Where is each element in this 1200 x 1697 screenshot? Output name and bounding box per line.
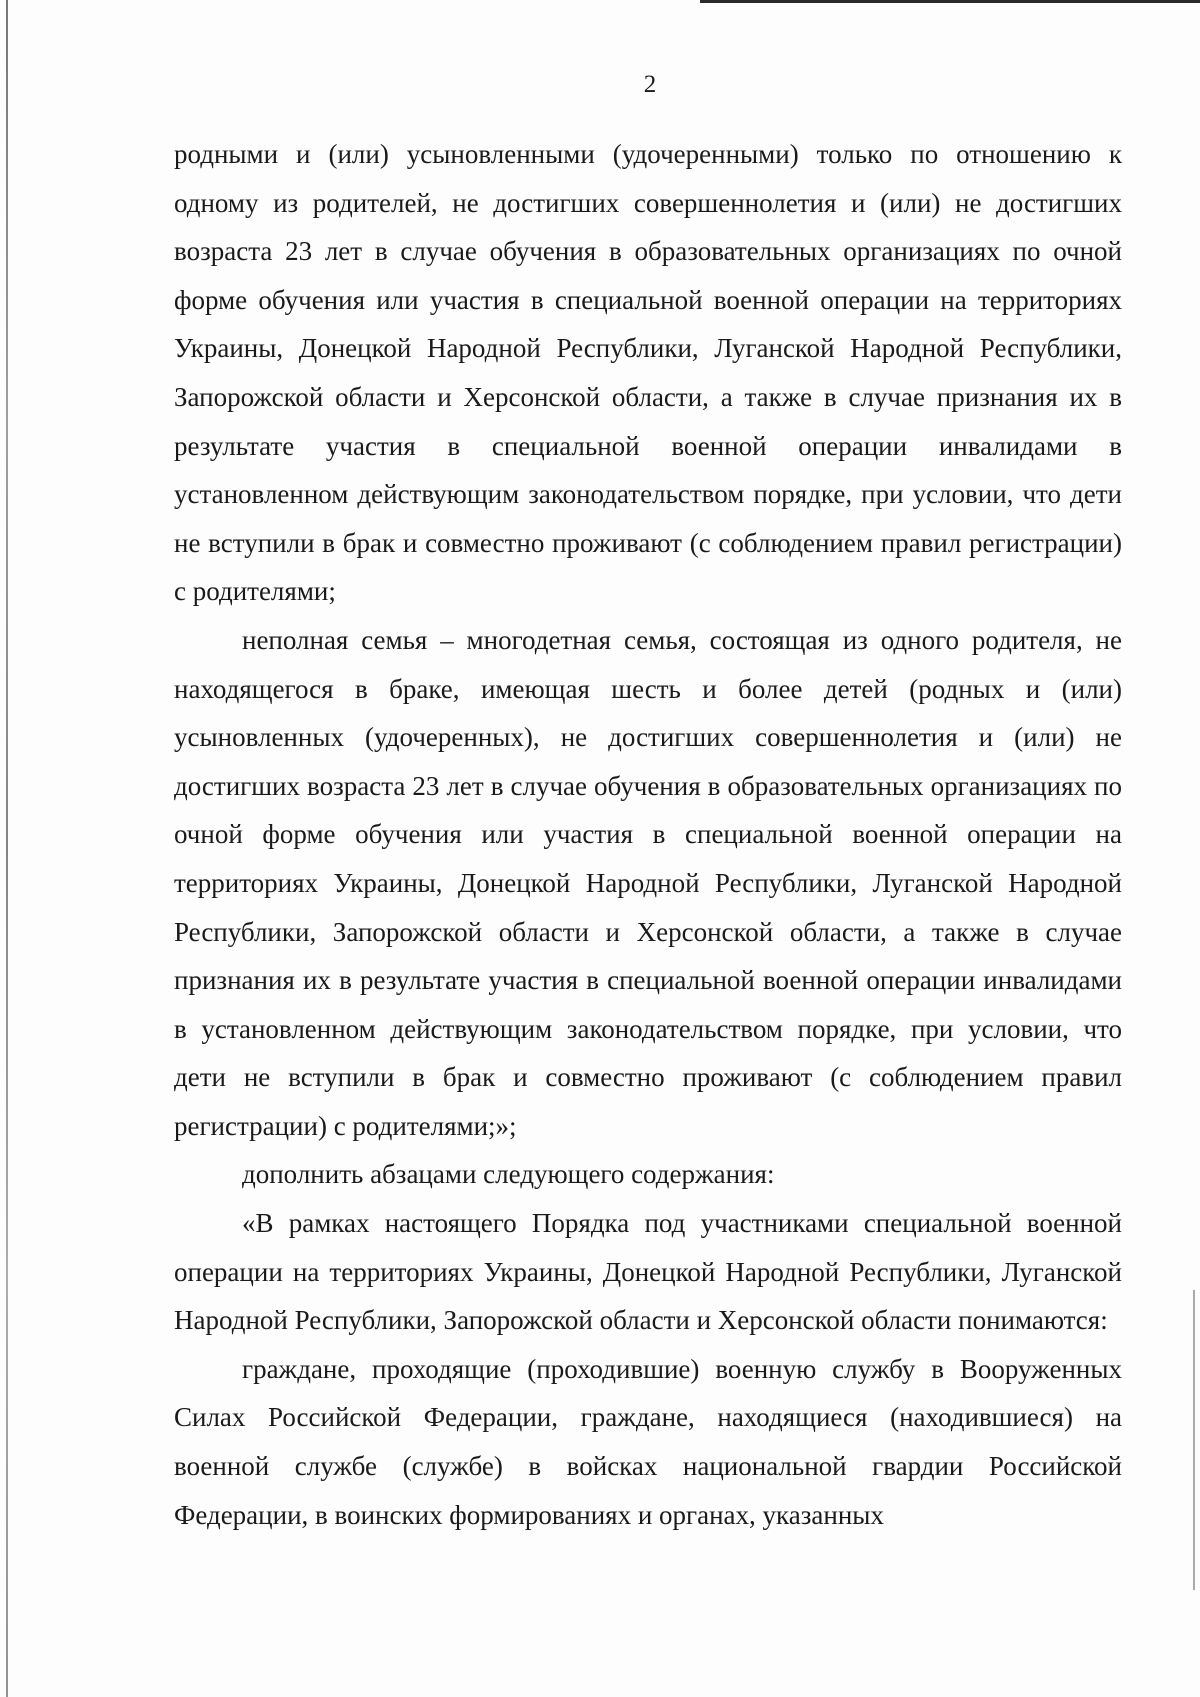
paragraph-2: неполная семья – многодетная семья, состоящая из одного родителя, не находящегося в браке, имеющая шесть и более детей (родных и (или) усыновленных (удочеренных), не достигших совершеннолетия и (или) не достигших возраста 23 лет в случае обучения в образовательных организациях по очной форме обучения или участия в специальной военной операции на территориях Украины, Донецкой Народной Республики, Луганской Народной Республики, Запорожской области и Херсонской области, а также в случае признания их в результате участия в специальной военной операции инвалидами в установленном действующим законодательством порядке, при условии, что дети не вступили в брак и совместно проживают (с соблюдением правил регистрации) с родителями;»; <box>174 624 1122 1141</box>
scan-edge-left <box>6 0 8 1697</box>
paragraph-1: родными и (или) усыновленными (удочеренными) только по отношению к одному из родителей, не достигших совершеннолетия и (или) не достигших возраста 23 лет в случае обучения в образовательных организациях по очной форме обучения или участия в специальной военной операции на территориях Украины, Донецкой Народной Республики, Луганской Народной Республики, Запорожской области и Херсонской области, а также в случае признания их в результате участия в специальной военной операции инвалидами в установленном действующим законодательством порядке, при условии, что дети не вступили в брак и совместно проживают (с соблюдением правил регистрации) с родителями; <box>174 139 1122 607</box>
paragraph-5: граждане, проходящие (проходившие) военную службу в Вооруженных Силах Российской Федерации, граждане, находящиеся (находившиеся) на военной службе (службе) в войсках национальной гвардии Российской Федерации, в воинских формированиях и органах, указанных <box>174 1353 1122 1530</box>
scan-edge-top <box>700 0 1200 3</box>
paragraph-4: «В рамках настоящего Порядка под участниками специальной военной операции на территориях Украины, Донецкой Народной Республики, Луганской Народной Республики, Запорожской области и Херсонской области понимаются: <box>174 1208 1122 1336</box>
page-number: 2 <box>643 71 657 98</box>
scan-edge-right <box>1193 1290 1195 1590</box>
document-body <box>174 130 1122 1539</box>
paragraph-3: дополнить абзацами следующего содержания: <box>242 1159 775 1190</box>
